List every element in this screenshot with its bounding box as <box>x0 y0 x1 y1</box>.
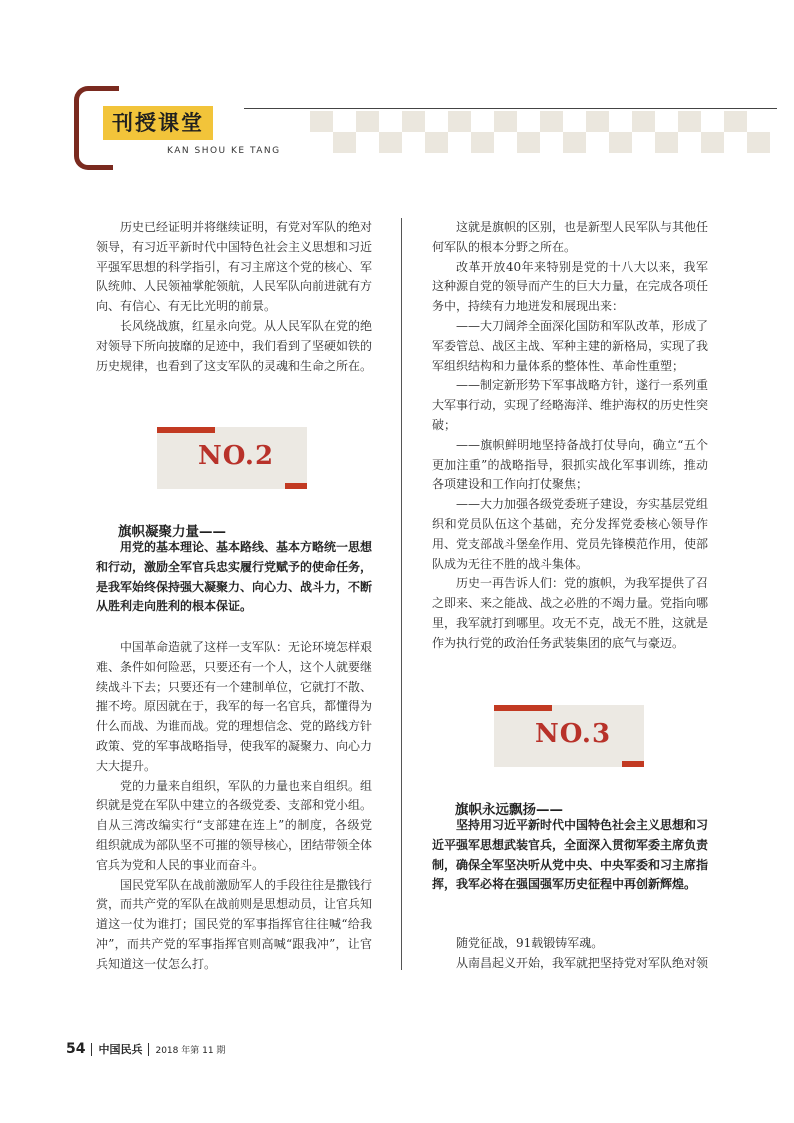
column-divider <box>401 218 402 970</box>
page-number: 54 <box>66 1041 86 1057</box>
column-subtitle: KAN SHOU KE TANG <box>167 146 281 156</box>
section-2-body <box>96 638 372 975</box>
section-3-number: NO.3 <box>535 719 612 749</box>
column-title: 刊授课堂 <box>103 106 213 140</box>
issue-label: 2018 年第 11 期 <box>155 1045 226 1056</box>
paragraph: 历史已经证明并将继续证明，有党对军队的绝对领导，有习近平新时代中国特色社会主义思想和习近平强军思想的科学指引，有习主席这个党的核心、军队统帅、人民领袖掌舵领航，人民军队向前进就有方向、有信心、有无比光明的前景。 <box>96 220 373 314</box>
section-2-lead: 用党的基本理论、基本路线、基本方略统一思想和行动，激励全军官兵忠实履行党赋予的使命任务，是我军始终保持强大凝聚力、向心力、战斗力，不断从胜利走向胜利的根本保证。 <box>96 540 373 614</box>
paragraph: ——大刀阔斧全面深化国防和军队改革，形成了军委管总、战区主战、军种主建的新格局，实现了我军组织结构和力量体系的整体性、革命性重塑； <box>432 318 709 373</box>
paragraph: 历史一再告诉人们：党的旗帜，为我军提供了召之即来、来之能战、战之必胜的不竭力量。党指向哪里，我军就打到哪里。攻无不克，战无不胜，这就是作为执行党的政治任务武装集团的底气与豪迈。 <box>432 576 709 650</box>
paragraph: ——大力加强各级党委班子建设，夯实基层党组织和党员队伍这个基础，充分发挥党委核心领导作用、党支部战斗堡垒作用、党员先锋模范作用，使部队成为无往不胜的战斗集体。 <box>432 497 709 571</box>
left-intro-text <box>96 218 372 376</box>
section-3-title: 旗帜永远飘扬—— <box>455 802 563 818</box>
paragraph: 国民党军队在战前激励军人的手段往往是撒钱行赏，而共产党的军队在战前则是思想动员，让官兵知道这一仗为谁打；国民党的军事指挥官往往喊“给我冲”，而共产党的军事指挥官则高喊“跟我冲”，让官兵知道这一仗怎么打。 <box>96 877 373 971</box>
section-2-number: NO.2 <box>198 441 275 471</box>
paragraph: 这就是旗帜的区别，也是新型人民军队与其他任何军队的根本分野之所在。 <box>432 220 709 254</box>
footer-separator <box>148 1043 149 1056</box>
paragraph: 长风绕战旗，红星永向党。从人民军队在党的绝对领导下所向披靡的足迹中，我们看到了坚硬如铁的历史规律，也看到了这支军队的灵魂和生命之所在。 <box>96 318 373 373</box>
section-3-lead: 坚持用习近平新时代中国特色社会主义思想和习近平强军思想武装官兵，全面深入贯彻军委主席负责制，确保全军坚决听从党中央、中央军委和习主席指挥，我军必将在强国强军历史征程中再创新辉煌。 <box>432 818 709 892</box>
footer-separator <box>91 1043 92 1056</box>
paragraph: 改革开放40年来特别是党的十八大以来，我军这种源自党的领导而产生的巨大力量，在完成各项任务中，持续有力地迸发和展现出来： <box>432 259 709 314</box>
header-rule <box>244 108 777 109</box>
right-column-text <box>432 218 708 654</box>
paragraph: 从南昌起义开始，我军就把坚持党对军队绝对领 <box>456 955 709 970</box>
paragraph: 党的力量来自组织，军队的力量也来自组织。组织就是党在军队中建立的各级党委、支部和党小组。自从三湾改编实行“支部建在连上”的制度，各级党组织就成为部队坚不可摧的领导核心，团结带领全体官兵为党和人民的事业而奋斗。 <box>96 778 373 872</box>
section-2-title: 旗帜凝聚力量—— <box>118 524 226 540</box>
paragraph: 随党征战，91载锻铸军魂。 <box>456 936 604 950</box>
magazine-name: 中国民兵 <box>98 1043 143 1056</box>
paragraph: ——旗帜鲜明地坚持备战打仗导向，确立“五个更加注重”的战略指导，狠抓实战化军事训练，推动各项建设和工作向打仗聚焦； <box>432 437 708 492</box>
paragraph: 中国革命造就了这样一支军队：无论环境怎样艰难、条件如何险恶，只要还有一个人，这个人就要继续战斗下去；只要还有一个建制单位，它就打不散、摧不垮。原因就在于，我军的每一名官兵，都懂得为什么而战、为谁而战。党的理想信念、党的路线方针政策、党的军事战略指导，使我军的凝聚力、向心力大大提升。 <box>96 640 373 773</box>
section-3-body <box>432 934 708 974</box>
page-footer <box>66 1041 225 1057</box>
paragraph: ——制定新形势下军事战略方针，遂行一系列重大军事行动，实现了经略海洋、维护海权的历史性突破； <box>432 378 709 432</box>
